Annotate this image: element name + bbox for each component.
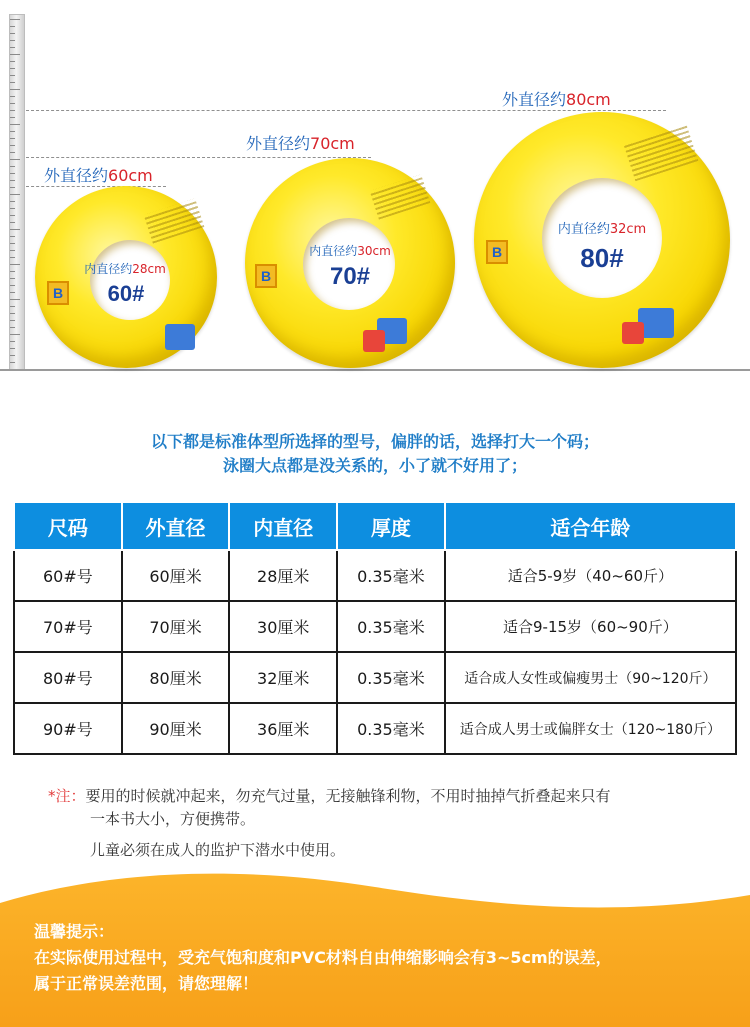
outer-value: 60cm bbox=[108, 166, 153, 185]
ring-center-text bbox=[245, 242, 455, 291]
ruler-tick bbox=[10, 327, 15, 328]
cell-inner: 30厘米 bbox=[229, 601, 337, 652]
ruler-tick bbox=[10, 271, 15, 272]
ruler-tick bbox=[10, 75, 15, 76]
ruler-tick bbox=[10, 47, 15, 48]
size-info-section bbox=[0, 415, 750, 1027]
inner-prefix: 内直径约 bbox=[557, 222, 610, 237]
ruler-tick bbox=[10, 138, 15, 139]
ruler-tick bbox=[10, 299, 20, 300]
outer-diameter-label-70 bbox=[246, 131, 355, 154]
floor-line bbox=[0, 369, 750, 371]
ruler-tick bbox=[10, 145, 15, 146]
inner-value: 30cm bbox=[357, 244, 391, 258]
ruler-tick bbox=[10, 40, 15, 41]
table-row bbox=[14, 703, 736, 754]
ruler-tick bbox=[10, 264, 20, 265]
cell-age: 适合5-9岁（40~60斤） bbox=[445, 550, 736, 601]
ruler-tick bbox=[10, 250, 15, 251]
ruler-tick bbox=[10, 166, 15, 167]
size-label: 80# bbox=[580, 243, 624, 273]
header-suitable-age: 适合年龄 bbox=[445, 502, 736, 550]
note-line-2: 一本书大小，方便携带。 bbox=[90, 810, 256, 828]
ruler-tick bbox=[10, 194, 20, 195]
ruler-tick bbox=[10, 292, 15, 293]
ruler-tick bbox=[10, 68, 15, 69]
ruler-tick bbox=[10, 33, 15, 34]
ruler-tick bbox=[10, 124, 20, 125]
cell-size: 70#号 bbox=[14, 601, 122, 652]
note-line-3: 儿童必须在成人的监护下潜水中使用。 bbox=[90, 841, 346, 859]
ruler-tick bbox=[10, 243, 15, 244]
swim-ring-60 bbox=[35, 186, 217, 368]
tip-title: 温馨提示： bbox=[34, 922, 115, 941]
ruler-tick bbox=[10, 208, 15, 209]
cell-age: 适合9-15岁（60~90斤） bbox=[445, 601, 736, 652]
swim-ring-70 bbox=[245, 158, 455, 368]
ruler-tick bbox=[10, 334, 20, 335]
size-label: 60# bbox=[107, 281, 145, 306]
ring-center-text bbox=[35, 260, 217, 307]
ruler-tick bbox=[10, 173, 15, 174]
ruler-tick bbox=[10, 355, 15, 356]
badge-icon: B bbox=[255, 264, 277, 288]
ring-center-text bbox=[474, 218, 730, 274]
tip-line-2: 属于正常误差范围，请您理解！ bbox=[34, 974, 259, 993]
cell-size: 60#号 bbox=[14, 550, 122, 601]
cell-outer: 60厘米 bbox=[122, 550, 230, 601]
table-row bbox=[14, 601, 736, 652]
usage-note bbox=[48, 785, 728, 831]
ruler-tick bbox=[10, 89, 20, 90]
ruler-tick bbox=[10, 54, 20, 55]
ruler-tick bbox=[10, 82, 15, 83]
product-photo bbox=[0, 0, 750, 415]
ruler-tick bbox=[10, 278, 15, 279]
outer-prefix: 外直径约 bbox=[246, 134, 311, 153]
ruler-tick bbox=[10, 257, 15, 258]
valve-stripes bbox=[370, 174, 431, 219]
intro-line-2: 泳圈大点都是没关系的，小了就不好用了； bbox=[222, 456, 527, 475]
cell-inner: 36厘米 bbox=[229, 703, 337, 754]
ruler-tick bbox=[10, 341, 15, 342]
ruler-tick bbox=[10, 110, 15, 111]
house-icon bbox=[165, 324, 195, 350]
inner-prefix: 内直径约 bbox=[84, 262, 133, 276]
ruler-tick bbox=[10, 103, 15, 104]
header-inner-diameter: 内直径 bbox=[229, 502, 337, 550]
ruler-tick bbox=[10, 96, 15, 97]
ruler-tick bbox=[10, 306, 15, 307]
outer-diameter-label-80 bbox=[502, 87, 611, 110]
outer-prefix: 外直径约 bbox=[44, 166, 109, 185]
ruler-tick bbox=[10, 131, 15, 132]
header-size: 尺码 bbox=[14, 502, 122, 550]
guide-line-70 bbox=[26, 157, 371, 158]
tip-line-1: 在实际使用过程中，受充气饱和度和PVC材料自由伸缩影响会有3~5cm的误差， bbox=[34, 948, 612, 967]
note-line-1 bbox=[48, 785, 728, 808]
header-thickness: 厚度 bbox=[337, 502, 445, 550]
ruler-tick bbox=[10, 236, 15, 237]
swim-ring-80 bbox=[474, 112, 730, 368]
cell-inner: 28厘米 bbox=[229, 550, 337, 601]
cell-size: 90#号 bbox=[14, 703, 122, 754]
valve-stripes bbox=[624, 125, 699, 182]
ruler-tick bbox=[10, 222, 15, 223]
ruler-tick bbox=[10, 117, 15, 118]
inner-value: 28cm bbox=[132, 262, 166, 276]
header-outer-diameter: 外直径 bbox=[122, 502, 230, 550]
outer-diameter-label-60 bbox=[44, 163, 153, 186]
valve-stripes bbox=[144, 198, 205, 243]
outer-value: 70cm bbox=[310, 134, 355, 153]
table-row bbox=[14, 652, 736, 703]
ruler-tick bbox=[10, 19, 20, 20]
ruler-tick bbox=[10, 215, 15, 216]
badge-icon: B bbox=[486, 240, 508, 264]
cell-age: 适合成人男士或偏胖女士（120~180斤） bbox=[445, 703, 736, 754]
size-label: 70# bbox=[329, 263, 371, 290]
ruler-tick bbox=[10, 313, 15, 314]
ruler-tick bbox=[10, 201, 15, 202]
outer-value: 80cm bbox=[566, 90, 611, 109]
cell-size: 80#号 bbox=[14, 652, 122, 703]
size-table bbox=[13, 501, 737, 755]
ruler-tick bbox=[10, 26, 15, 27]
cell-outer: 90厘米 bbox=[122, 703, 230, 754]
inner-value: 32cm bbox=[609, 222, 647, 237]
cell-thickness: 0.35毫米 bbox=[337, 601, 445, 652]
cell-thickness: 0.35毫米 bbox=[337, 550, 445, 601]
guide-line-60 bbox=[26, 186, 166, 187]
ruler-tick bbox=[10, 61, 15, 62]
cell-inner: 32厘米 bbox=[229, 652, 337, 703]
ruler-tick bbox=[10, 362, 15, 363]
cell-thickness: 0.35毫米 bbox=[337, 703, 445, 754]
cell-thickness: 0.35毫米 bbox=[337, 652, 445, 703]
ruler-tick bbox=[10, 152, 15, 153]
measuring-ruler bbox=[9, 14, 25, 370]
note-text-1: 要用的时候就冲起来，勿充气过量，无接触锋利物，不用时抽掉气折叠起来只有 bbox=[85, 787, 611, 805]
ruler-tick bbox=[10, 180, 15, 181]
house-icon-secondary bbox=[363, 330, 385, 352]
table-header-row bbox=[14, 502, 736, 550]
cell-outer: 70厘米 bbox=[122, 601, 230, 652]
ruler-tick bbox=[10, 159, 20, 160]
ruler-tick bbox=[10, 229, 20, 230]
cell-age: 适合成人女性或偏瘦男士（90~120斤） bbox=[445, 652, 736, 703]
note-mark: *注： bbox=[48, 787, 86, 805]
ruler-tick bbox=[10, 187, 15, 188]
cell-outer: 80厘米 bbox=[122, 652, 230, 703]
guide-line-80 bbox=[26, 110, 666, 111]
badge-icon: B bbox=[47, 281, 69, 305]
house-icon-secondary bbox=[622, 322, 644, 344]
table-row bbox=[14, 550, 736, 601]
ruler-tick bbox=[10, 285, 15, 286]
ruler-tick bbox=[10, 320, 15, 321]
intro-line-1: 以下都是标准体型所选择的型号，偏胖的话，选择打大一个码； bbox=[150, 432, 599, 451]
ruler-tick bbox=[10, 348, 15, 349]
inner-prefix: 内直径约 bbox=[309, 244, 358, 258]
outer-prefix: 外直径约 bbox=[502, 90, 567, 109]
